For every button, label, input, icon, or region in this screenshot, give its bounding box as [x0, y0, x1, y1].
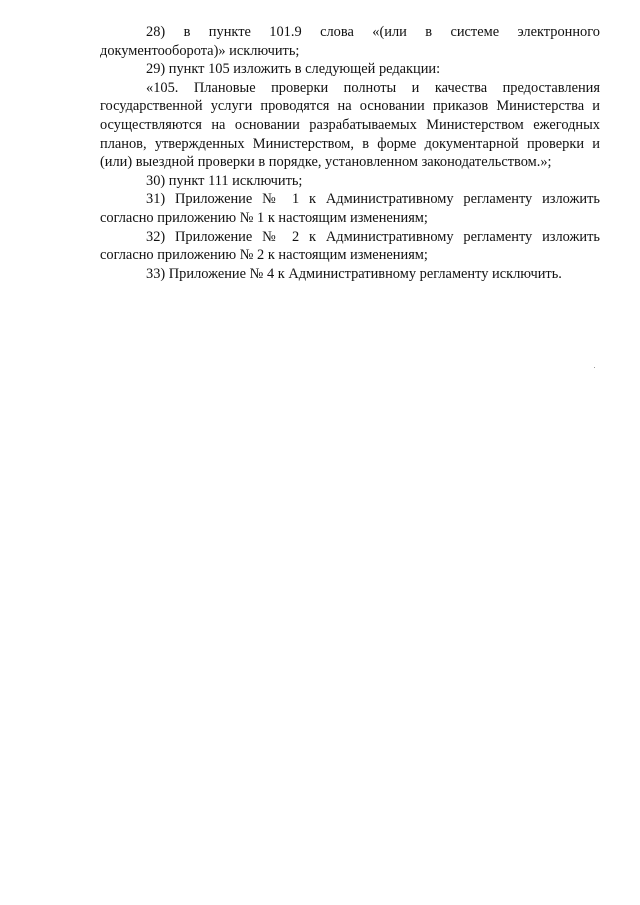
amendment-item-33: 33) Приложение № 4 к Административному регламенту исключить. — [146, 265, 562, 282]
document-body — [100, 23, 600, 283]
amendment-item-31: 31) Приложение № 1 к Административному регламенту изложить согласно приложению № 1 к настоящим изменениям; — [100, 191, 600, 226]
scan-speck — [594, 367, 595, 368]
amendment-item-30: 30) пункт 111 исключить; — [146, 172, 303, 189]
amendment-item-29-new-text: «105. Плановые проверки полноты и качества предоставления государственной услуги проводятся на основании приказов Министерства и осуществляются на основании разрабатываемых Министерством ежегодных планов, утвержденных Министерством, в форме документарной проверки и (или) выездной проверки в порядке, установленном законодательством.»; — [100, 79, 600, 171]
amendment-item-28: 28) в пункте 101.9 слова «(или в системе электронного документооборота)» исключить; — [100, 24, 600, 59]
amendment-item-29: 29) пункт 105 изложить в следующей редакции: — [146, 61, 441, 78]
amendment-item-32: 32) Приложение № 2 к Административному регламенту изложить согласно приложению № 2 к настоящим изменениям; — [100, 228, 600, 264]
